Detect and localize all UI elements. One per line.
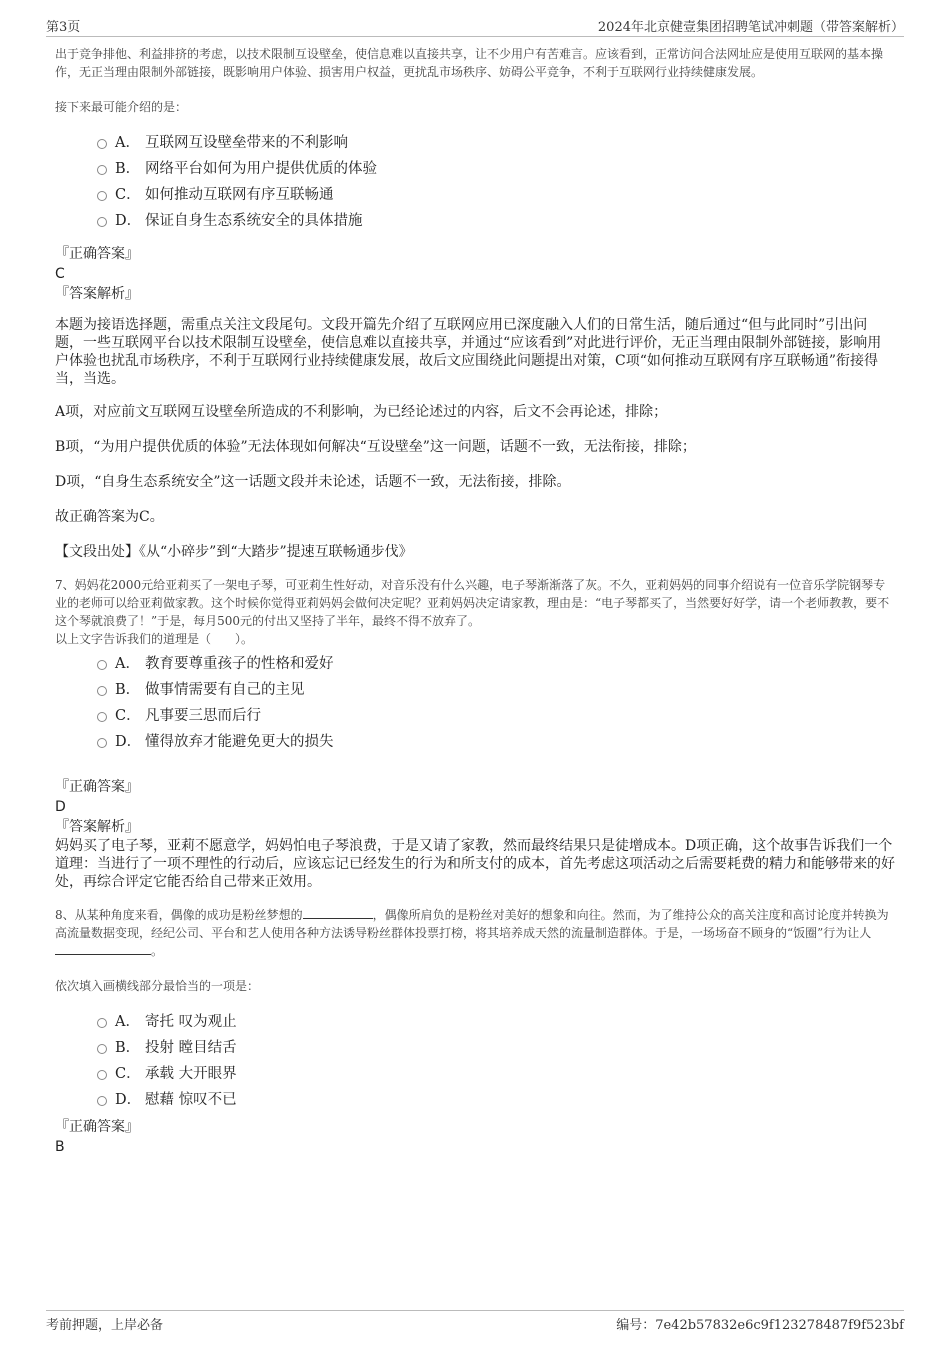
page-number: 第3页 bbox=[46, 20, 81, 35]
q8-option-d[interactable]: D． 慰藉 惊叹不已 bbox=[55, 1087, 895, 1113]
radio-icon[interactable] bbox=[97, 712, 107, 722]
q6-explain-b: B项，“为用户提供优质的体验”无法体现如何解决“互设壁垒”这一问题，话题不一致，无法衔接，排除； bbox=[55, 439, 696, 455]
q8-prompt: 依次填入画横线部分最恰当的一项是： bbox=[55, 979, 260, 993]
q6-analysis-label: 『答案解析』 bbox=[55, 286, 139, 302]
q8-option-c[interactable]: C． 承载 大开眼界 bbox=[55, 1061, 895, 1087]
q6-conclusion: 故正确答案为C。 bbox=[55, 509, 164, 525]
q7-analysis-label: 『答案解析』 bbox=[55, 819, 139, 835]
q6-answer-label: 『正确答案』 bbox=[55, 246, 139, 262]
q7-analysis: 妈妈买了电子琴，亚莉不愿意学，妈妈怕电子琴浪费，于是又请了家教，然而最终结果只是徒增成本。D项正确，这个故事告诉我们一个道理：当进行了一项不理性的行动后，应该忘记已经发生的行为和所支付的成本，首先考虑这项活动之后需要耗费的精力和能够带来的好处，再综合评定它能否给自己带来正效用。 bbox=[55, 838, 895, 890]
q6-prompt: 接下来最可能介绍的是： bbox=[55, 100, 188, 114]
radio-icon[interactable] bbox=[97, 1044, 107, 1054]
q6-answer: C bbox=[55, 266, 65, 282]
document-body bbox=[55, 45, 895, 1157]
fill-blank bbox=[303, 906, 373, 919]
q6-explain-a: A项，对应前文互联网互设壁垒所造成的不利影响，为已经论述过的内容，后文不会再论述，排除； bbox=[55, 404, 668, 420]
q7-option-b[interactable]: B． 做事情需要有自己的主见 bbox=[55, 677, 895, 703]
q6-explain-d: D项，“自身生态系统安全”这一话题文段并未论述，话题不一致，无法衔接，排除。 bbox=[55, 474, 571, 490]
radio-icon[interactable] bbox=[97, 660, 107, 670]
radio-icon[interactable] bbox=[97, 1070, 107, 1080]
document-id: 编号：7e42b57832e6c9f123278487f9f523bf bbox=[616, 1318, 904, 1333]
q6-option-b[interactable]: B． 网络平台如何为用户提供优质的体验 bbox=[55, 156, 895, 182]
q7-passage: 7、妈妈花2000元给亚莉买了一架电子琴，可亚莉生性好动，对音乐没有什么兴趣，电子琴渐渐落了灰。不久，亚莉妈妈的同事介绍说有一位音乐学院钢琴专业的老师可以给亚莉做家教。这个时候你觉得亚莉妈妈会做何决定呢？亚莉妈妈决定请家教，理由是：“电子琴都买了，当然要好好学，请一个老师教教，要不这个琴就浪费了！”于是，每月500元的付出又坚持了半年，最终不得不放弃了。 bbox=[55, 578, 890, 628]
q8-answer: B bbox=[55, 1139, 65, 1155]
document-title: 2024年北京健壹集团招聘笔试冲刺题（带答案解析） bbox=[597, 20, 904, 35]
q6-analysis: 本题为接语选择题，需重点关注文段尾句。文段开篇先介绍了互联网应用已深度融入人们的日常生活，随后通过“但与此同时”引出问题，一些互联网平台以技术限制互设壁垒，使信息难以直接共享，并通过“应该看到”对此进行评价，无正当理由限制外部链接，影响用户体验也扰乱市场秩序，不利于互联网行业持续健康发展，故后文应围绕此问题提出对策，C项“如何推动互联网有序互联畅通”衔接得当，当选。 bbox=[55, 317, 882, 387]
radio-icon[interactable] bbox=[97, 1018, 107, 1028]
page-footer bbox=[46, 1310, 904, 1335]
q7-prompt: 以上文字告诉我们的道理是（ ）。 bbox=[55, 632, 254, 646]
radio-icon[interactable] bbox=[97, 165, 107, 175]
q6-option-d[interactable]: D． 保证自身生态系统安全的具体措施 bbox=[55, 208, 895, 234]
q7-option-c[interactable]: C． 凡事要三思而后行 bbox=[55, 703, 895, 729]
q6-passage: 出于竞争排他、利益排挤的考虑，以技术限制互设壁垒，使信息难以直接共享，让不少用户有苦难言。应该看到，正常访问合法网址应是使用互联网的基本操作，无正当理由限制外部链接，既影响用户体验、损害用户权益，更扰乱市场秩序、妨碍公平竞争，不利于互联网行业持续健康发展。 bbox=[55, 47, 884, 79]
q7-answer-label: 『正确答案』 bbox=[55, 779, 139, 795]
q8-options bbox=[55, 1009, 895, 1113]
q7-option-d[interactable]: D． 懂得放弃才能避免更大的损失 bbox=[55, 729, 895, 755]
radio-icon[interactable] bbox=[97, 738, 107, 748]
q7-answer: D bbox=[55, 799, 66, 815]
radio-icon[interactable] bbox=[97, 1096, 107, 1106]
page-header bbox=[46, 14, 904, 37]
q7-option-a[interactable]: A． 教育要尊重孩子的性格和爱好 bbox=[55, 651, 895, 677]
radio-icon[interactable] bbox=[97, 139, 107, 149]
q6-option-a[interactable]: A． 互联网互设壁垒带来的不利影响 bbox=[55, 130, 895, 156]
footer-slogan: 考前押题，上岸必备 bbox=[46, 1318, 164, 1333]
q6-source: 【文段出处】《从“小碎步”到“大踏步”提速互联畅通步伐》 bbox=[55, 544, 413, 560]
fill-blank bbox=[55, 942, 151, 955]
radio-icon[interactable] bbox=[97, 686, 107, 696]
radio-icon[interactable] bbox=[97, 217, 107, 227]
radio-icon[interactable] bbox=[97, 191, 107, 201]
q7-options bbox=[55, 651, 895, 755]
q8-option-a[interactable]: A． 寄托 叹为观止 bbox=[55, 1009, 895, 1035]
q6-options bbox=[55, 130, 895, 234]
q8-answer-label: 『正确答案』 bbox=[55, 1119, 139, 1135]
q8-option-b[interactable]: B． 投射 瞠目结舌 bbox=[55, 1035, 895, 1061]
q6-option-c[interactable]: C． 如何推动互联网有序互联畅通 bbox=[55, 182, 895, 208]
q8-passage: 8、从某种角度来看，偶像的成功是粉丝梦想的 ，偶像所肩负的是粉丝对美好的想象和向往。然而，为了维持公众的高关注度和高讨论度并转换为高流量数据变现，经纪公司、平台和艺人使用各种方法诱导粉丝群体投票打榜，将其培养成天然的流量制造群体。于是，一场场奋不顾身的“饭圈”行为让人。 bbox=[55, 908, 889, 958]
